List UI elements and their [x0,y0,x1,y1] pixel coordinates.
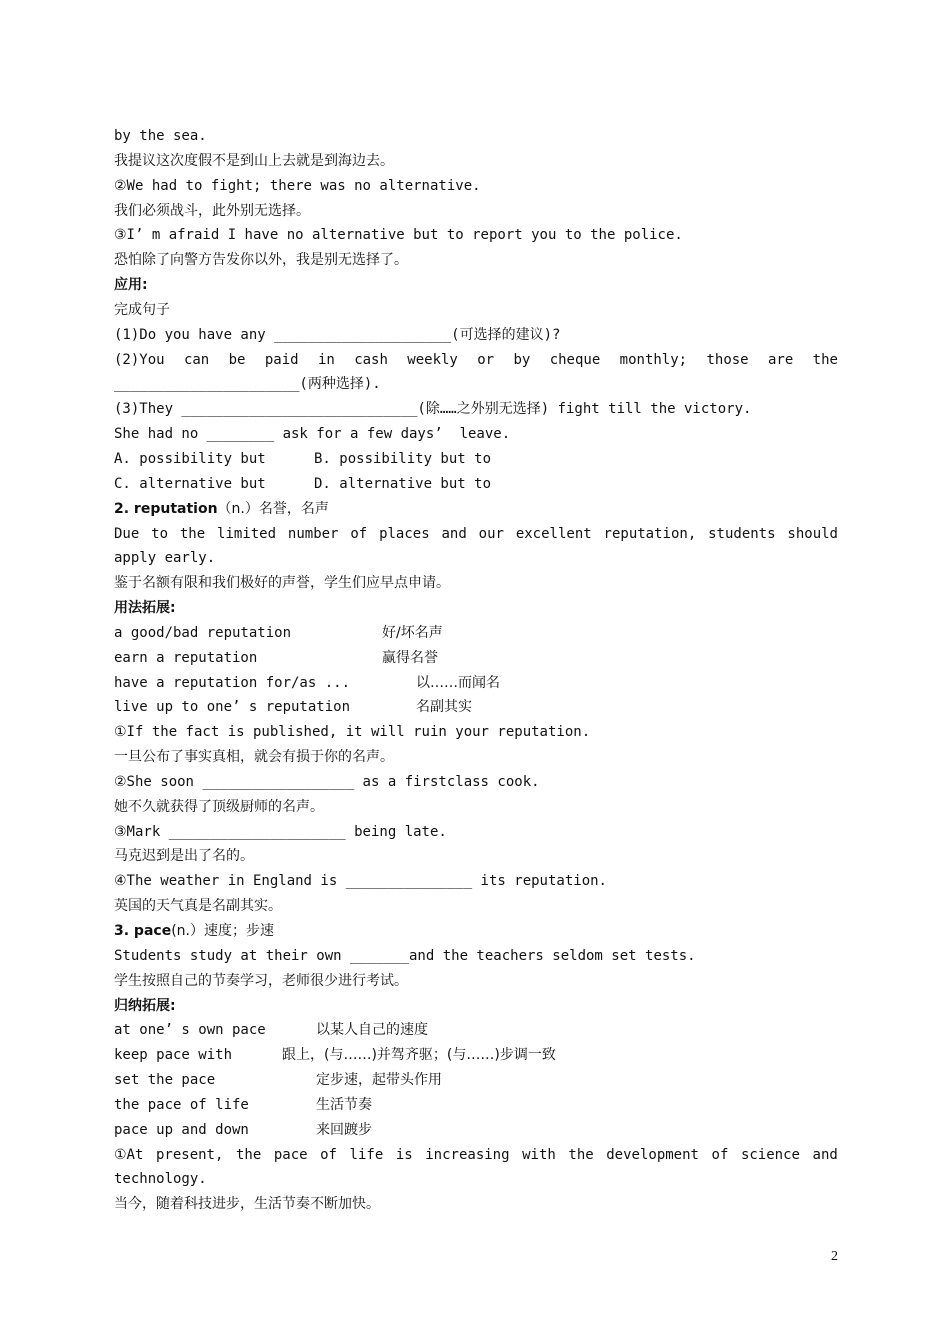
usage-meaning: 赢得名誉 [382,649,438,666]
option-b: B. possibility but to [314,450,492,467]
exercise-item: (1)Do you have any _____________________(可选择的建议)? [114,326,561,343]
word: the [812,351,838,368]
exercise-instruction: 完成句子 [114,301,170,318]
word: weekly [407,351,458,368]
word-meaning: 速度；步速 [204,923,274,939]
word: number [287,525,339,542]
translation-line: 马克迟到是出了名的。 [114,848,254,865]
word-meaning: 名誉，名声 [258,500,329,517]
translation-line: 一旦公布了事实真相，就会有损于你的名声。 [114,749,394,766]
example-sentence: ④The weather in England is _______________ its reputation. [114,873,607,890]
usage-row [114,1118,838,1143]
example-sentence-justified [114,1143,838,1168]
section-heading: 用法拓展: [114,600,176,617]
usage-phrase: pace up and down [114,1121,249,1138]
text-line: by the sea. [114,128,207,144]
translation-line: 她不久就获得了顶级厨师的名声。 [114,798,324,815]
word: paid [264,351,299,368]
exercise-item-continued: ______________________(两种选择). [114,376,381,393]
exercise-item: (3)They ____________________________(除……之外别无选择) fight till the victory. [114,401,752,418]
word: reputation, [603,525,697,542]
word: cash [354,351,388,368]
word: and [441,525,467,542]
word: the [235,1146,262,1163]
word: by [513,351,531,368]
word: (2)You [114,351,165,368]
text-line: apply early. [114,550,216,567]
word: monthly; [619,351,688,368]
word: life [349,1146,384,1163]
usage-meaning: 以某人自己的速度 [316,1022,428,1039]
word: ①At [114,1146,144,1163]
example-sentence: ②We had to fight; there was no alternative. [114,177,481,194]
word: limited [217,525,277,542]
word: Due [114,525,140,542]
translation-line: 恐怕除了向警方告发你以外，我是别无选择了。 [114,252,408,269]
word: our [478,525,504,542]
translation-line: 英国的天气真是名副其实。 [114,898,282,915]
option-d: D. alternative but to [314,475,492,492]
usage-phrase: live up to one’ s reputation [114,699,351,716]
example-sentence: Students study at their own _______and the teachers seldom set tests. [114,947,696,964]
choice-row [114,472,838,497]
usage-phrase: the pace of life [114,1096,249,1113]
example-sentence: ①If the fact is published, it will ruin your reputation. [114,724,591,741]
word: or [477,351,495,368]
usage-phrase: earn a reputation [114,649,258,666]
word: are [768,351,794,368]
translation-line: 当今，随着科技进步，生活节奏不断加快。 [114,1196,380,1213]
usage-row [114,671,838,696]
word: those [706,351,749,368]
word: in [317,351,335,368]
word: to [151,525,169,542]
headword: 3. pace [114,923,172,939]
usage-meaning: 定步速，起带头作用 [316,1072,442,1089]
usage-meaning: 以……而闻名 [416,674,500,691]
option-c: C. alternative but [114,475,266,492]
word: development [606,1146,699,1163]
usage-phrase: set the pace [114,1072,216,1089]
word: can [183,351,210,368]
word: of [711,1146,729,1163]
usage-phrase: at one’ s own pace [114,1022,266,1039]
word: the [568,1146,594,1163]
example-sentence: ③I’ m afraid I have no alternative but to report you to the police. [114,227,683,244]
translation-line: 我们必须战斗，此外别无选择。 [114,202,310,219]
example-sentence: ②She soon __________________ as a firstclass cook. [114,773,540,790]
word: pace [273,1146,308,1163]
section-heading: 归纳拓展: [114,997,176,1014]
word: with [522,1146,556,1163]
word: be [228,351,246,368]
part-of-speech: （n.） [217,500,259,517]
exercise-item-justified [114,348,838,373]
page-number: 2 [831,1249,838,1264]
choice-row [114,447,838,472]
usage-row [114,1093,838,1118]
usage-meaning: 名副其实 [416,699,472,716]
word: students [708,525,776,542]
text-line: technology. [114,1171,207,1188]
word-heading [114,497,838,522]
usage-meaning: 跟上，(与……)并驾齐驱；(与……)步调一致 [282,1047,556,1064]
word: of [350,525,368,542]
option-a: A. possibility but [114,450,266,467]
translation-line: 鉴于名额有限和我们极好的声誉，学生们应早点申请。 [114,575,450,592]
word: present, [155,1146,224,1163]
word: places [379,525,430,542]
word: is [395,1146,413,1163]
word-heading [114,919,838,944]
word: the [179,525,206,542]
usage-row [114,1068,838,1093]
word: and [812,1146,838,1163]
usage-row [114,646,838,671]
example-sentence-justified [114,522,838,547]
word: excellent [515,525,592,542]
usage-meaning: 生活节奏 [316,1096,372,1113]
usage-row [114,621,838,646]
word: science [740,1146,800,1163]
word: of [320,1146,337,1163]
headword: 2. reputation [114,500,218,517]
usage-phrase: keep pace with [114,1047,233,1064]
usage-meaning: 来回踱步 [316,1121,372,1138]
translation-line: 我提议这次度假不是到山上去就是到海边去。 [114,152,394,169]
document-body [114,124,838,1217]
usage-row [114,695,838,720]
usage-phrase: have a reputation for/as ... [114,674,351,691]
usage-phrase: a good/bad reputation [114,624,292,641]
usage-row [114,1018,838,1043]
part-of-speech: (n.） [171,923,204,939]
usage-row [114,1043,838,1068]
word: cheque [549,351,601,368]
word: should [787,525,838,542]
translation-line: 学生按照自己的节奏学习，老师很少进行考试。 [114,972,408,989]
example-sentence: ③Mark _____________________ being late. [114,823,447,840]
section-heading: 应用: [114,277,148,294]
word: increasing [425,1146,510,1163]
choice-question: She had no ________ ask for a few days’ leave. [114,426,511,443]
usage-meaning: 好/坏名声 [382,624,443,641]
